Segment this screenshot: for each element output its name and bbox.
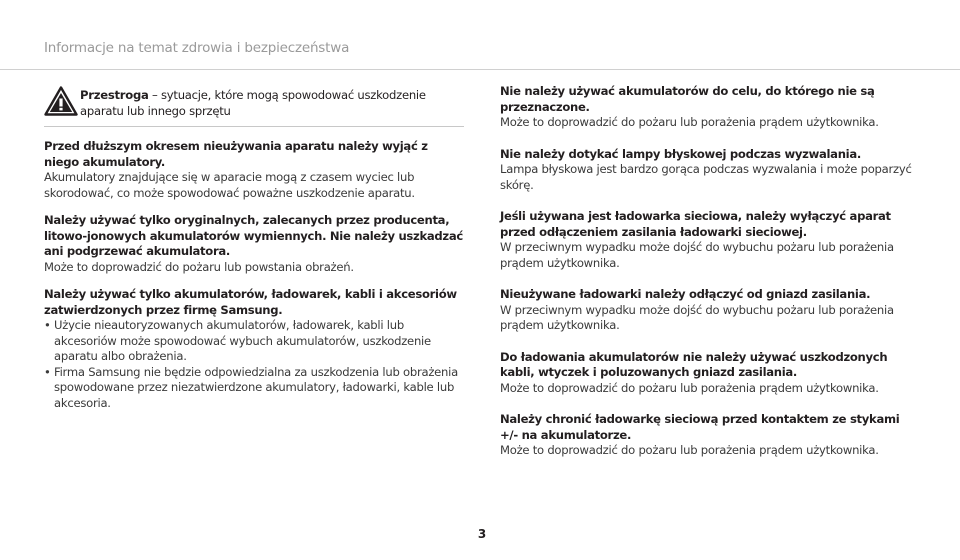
list-item: • Użycie nieautoryzowanych akumulatorów, ładowarek, kabli lub akcesoriów może spowodować wybuch akumulatorów, uszkodzenie aparatu albo obrażenia. [44,318,464,365]
header-divider [0,69,960,70]
charger-power-off-warning [500,209,916,271]
list-item: • Firma Samsung nie będzie odpowiedzialna za uszkodzenia lub obrażenia spowodowane przez niezatwierdzone akumulatory, ładowarki, kable lub akcesoria. [44,365,464,412]
warning-heading: Nie należy używać akumulatorów do celu, do którego nie są przeznaczone. [500,84,875,114]
section-title: Informacje na temat zdrowia i bezpieczeństwa [44,40,350,56]
flash-warning [500,147,916,194]
warning-triangle-icon [44,86,78,116]
caution-divider [44,126,464,127]
warning-text: Akumulatory znajdujące się w aparacie mogą z czasem wyciec lub skorodować, co może spowodować poważne uszkodzenie aparatu. [44,170,415,200]
warning-heading: Nieużywane ładowarki należy odłączyć od gniazd zasilania. [500,287,871,301]
warning-text: Może to doprowadzić do pożaru lub powstania obrażeń. [44,259,354,274]
charger-contacts-warning [500,412,916,459]
battery-storage-warning [44,139,464,201]
warning-heading: Należy używać tylko oryginalnych, zalecanych przez producenta, litowo-jonowych akumulatorów wymiennych. Nie należy uszkadzać ani podgrzewać akumulatora. [44,213,463,258]
right-column [500,84,916,475]
warning-text: Lampa błyskowa jest bardzo gorąca podczas wyzwalania i może poparzyć skórę. [500,162,912,192]
warning-text: Może to doprowadzić do pożaru lub porażenia prądem użytkownika. [500,115,879,129]
warning-heading: Należy chronić ładowarkę sieciową przed kontaktem ze stykami +/- na akumulatorze. [500,412,900,442]
page-number: 3 [477,527,487,541]
approved-accessories-warning [44,287,464,411]
left-column [44,80,464,423]
original-battery-warning [44,213,464,275]
bullet-list [44,318,464,411]
warning-heading: Nie należy dotykać lampy błyskowej podczas wyzwalania. [500,146,861,161]
warning-heading: Jeśli używana jest ładowarka sieciowa, należy wyłączyć aparat przed odłączeniem zasilania ładowarki sieciowej. [500,209,891,239]
warning-heading: Do ładowania akumulatorów nie należy używać uszkodzonych kabli, wtyczek i poluzowanych gniazd zasilania. [500,349,888,379]
warning-text: Może to doprowadzić do pożaru lub porażenia prądem użytkownika. [500,443,879,457]
caution-description [80,88,460,119]
damaged-cables-warning [500,350,916,397]
battery-purpose-warning [500,84,916,131]
caution-text: – sytuacje, które mogą spowodować uszkodzenie aparatu lub innego sprzętu [80,88,426,118]
warning-heading: Należy używać tylko akumulatorów, ładowarek, kabli i akcesoriów zatwierdzonych przez firmę Samsung. [44,287,457,317]
caution-legend [44,80,464,130]
unplug-charger-warning [500,287,916,334]
warning-text: W przeciwnym wypadku może dojść do wybuchu pożaru lub porażenia prądem użytkownika. [500,240,894,270]
warning-text: Może to doprowadzić do pożaru lub porażenia prądem użytkownika. [500,380,879,395]
warning-text: W przeciwnym wypadku może dojść do wybuchu pożaru lub porażenia prądem użytkownika. [500,302,894,332]
warning-heading: Przed dłuższym okresem nieużywania aparatu należy wyjąć z niego akumulatory. [44,139,428,169]
caution-label: Przestroga [80,88,149,102]
